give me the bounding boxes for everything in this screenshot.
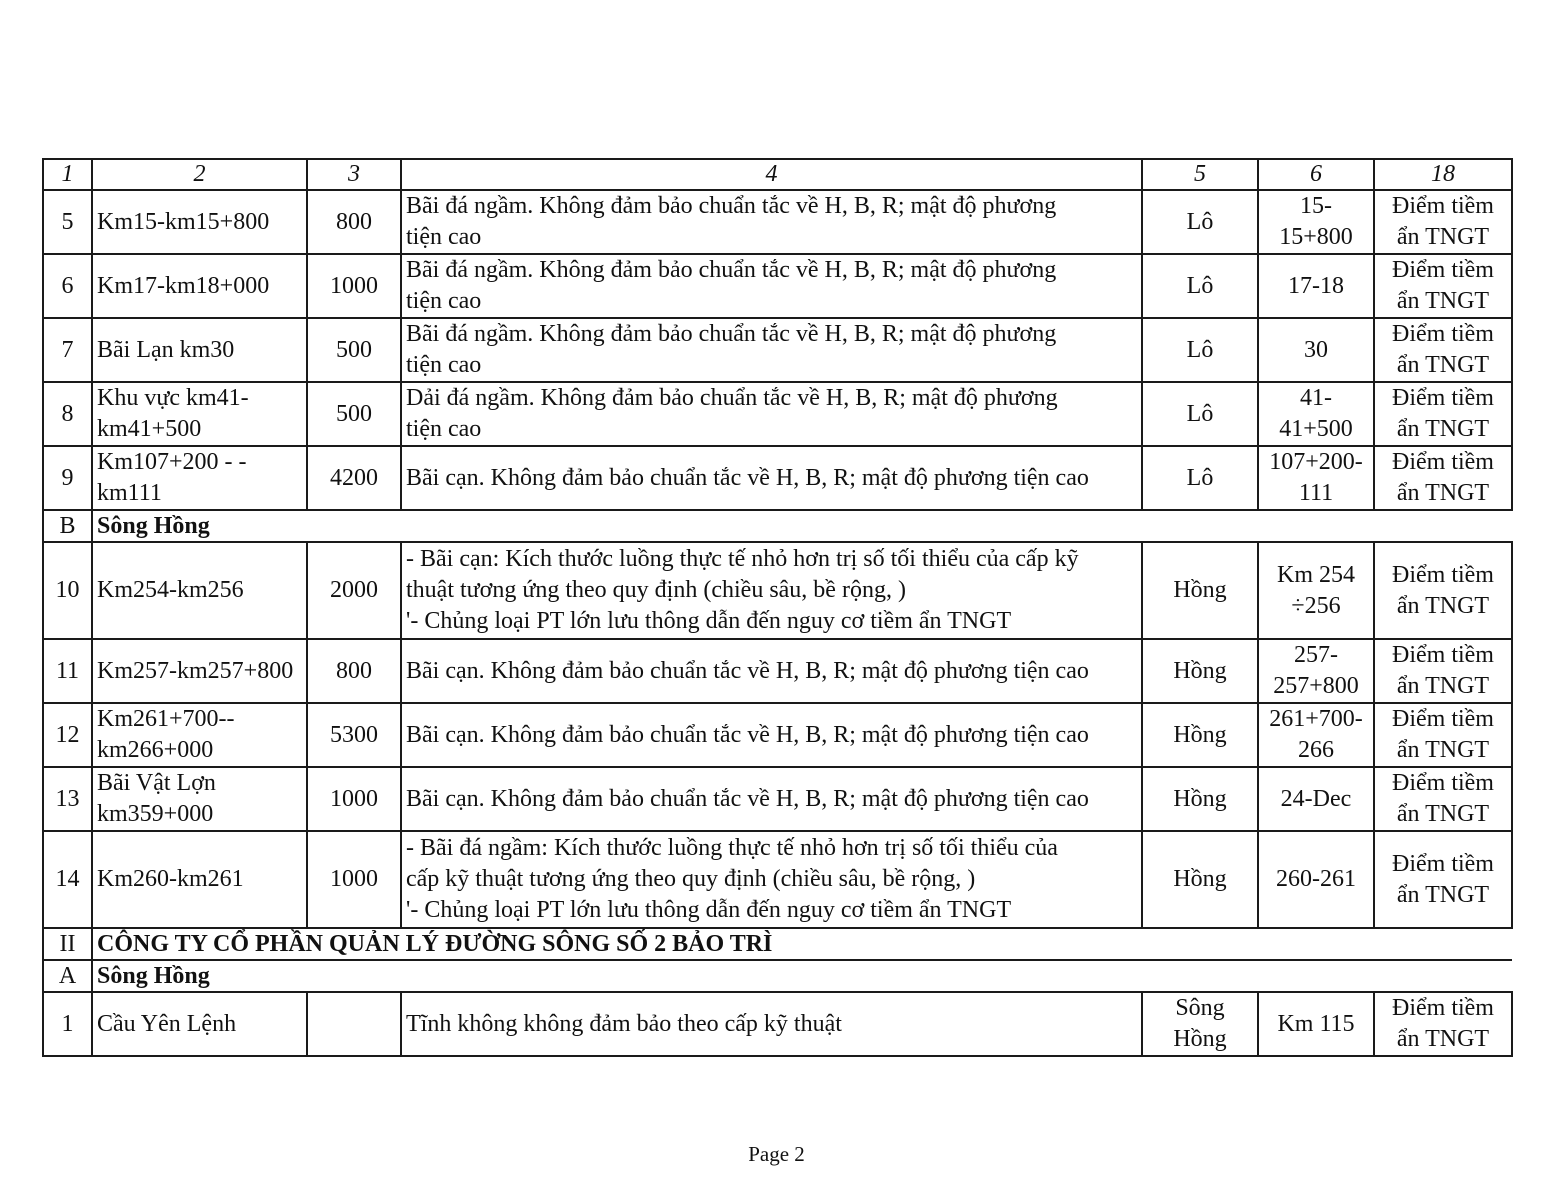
river-cell — [1142, 318, 1258, 382]
location-cell — [92, 703, 307, 767]
description-cell-line: '- Chủng loại PT lớn lưu thông dẫn đến nguy cơ tiềm ẩn TNGT — [406, 897, 1012, 923]
description-cell — [401, 190, 1142, 254]
river-cell-line: Lô — [1186, 464, 1214, 491]
table-row — [43, 190, 1512, 254]
location-cell-line: km359+000 — [97, 801, 214, 827]
row-number: 5 — [43, 190, 92, 254]
header-col-5: 5 — [1142, 159, 1258, 190]
river-cell — [1142, 831, 1258, 928]
description-cell — [401, 446, 1142, 510]
description-cell — [401, 831, 1142, 928]
location-cell — [92, 639, 307, 703]
river-cell-line: Hồng — [1173, 577, 1227, 603]
table-row — [43, 992, 1512, 1056]
description-cell-line: cấp kỹ thuật tương ứng theo quy định (chiều sâu, bề rộng, ) — [406, 866, 976, 892]
note-cell-line: ẩn TNGT — [1396, 224, 1490, 250]
length-cell: 1000 — [307, 767, 401, 831]
km-cell — [1258, 767, 1374, 831]
river-cell — [1142, 639, 1258, 703]
km-cell — [1258, 639, 1374, 703]
location-cell-line: km41+500 — [97, 416, 202, 442]
note-cell — [1374, 318, 1512, 382]
row-number: 12 — [43, 703, 92, 767]
km-cell — [1258, 254, 1374, 318]
km-cell-line: 41- — [1300, 385, 1332, 411]
km-cell — [1258, 703, 1374, 767]
location-cell-line: Bãi Lạn km30 — [97, 336, 235, 363]
note-cell-line: Điểm tiềm — [1392, 770, 1494, 796]
location-cell — [92, 992, 307, 1056]
row-number: 10 — [43, 542, 92, 639]
section-code: B — [43, 510, 92, 542]
row-number: 8 — [43, 382, 92, 446]
river-cell — [1142, 542, 1258, 639]
river-cell-line: Lô — [1186, 336, 1214, 363]
length-cell: 2000 — [307, 542, 401, 639]
header-col-4: 4 — [401, 159, 1142, 190]
location-cell — [92, 542, 307, 639]
note-cell — [1374, 639, 1512, 703]
table-row — [43, 767, 1512, 831]
location-cell-line: km111 — [97, 480, 162, 506]
note-cell-line: Điểm tiềm — [1392, 385, 1494, 411]
km-cell-line: 261+700- — [1269, 706, 1363, 732]
km-cell — [1258, 318, 1374, 382]
note-cell-line: ẩn TNGT — [1396, 592, 1490, 619]
length-cell: 1000 — [307, 831, 401, 928]
description-cell-line: Dải đá ngầm. Không đảm bảo chuẩn tắc về H, B, R; mật độ phương — [406, 385, 1058, 411]
km-cell — [1258, 382, 1374, 446]
km-cell — [1258, 992, 1374, 1056]
description-cell-line: Bãi đá ngầm. Không đảm bảo chuẩn tắc về H, B, R; mật độ phương — [406, 321, 1057, 347]
length-cell: 500 — [307, 318, 401, 382]
note-cell-line: Điểm tiềm — [1392, 706, 1494, 732]
length-cell: 500 — [307, 382, 401, 446]
km-cell-line: 257+800 — [1273, 673, 1359, 699]
km-cell-line: Km 254 — [1277, 561, 1355, 588]
km-cell-line: 266 — [1298, 737, 1334, 763]
description-cell — [401, 542, 1142, 639]
description-cell — [401, 767, 1142, 831]
table-row — [43, 382, 1512, 446]
location-cell-line: Km257-km257+800 — [97, 657, 294, 684]
river-cell — [1142, 767, 1258, 831]
note-cell-line: Điểm tiềm — [1392, 193, 1494, 219]
note-cell — [1374, 831, 1512, 928]
table-row — [43, 831, 1512, 928]
river-cell-line: Sông — [1175, 995, 1225, 1021]
location-cell-line: Khu vực km41- — [97, 385, 249, 411]
note-cell-line: ẩn TNGT — [1396, 480, 1490, 506]
location-cell — [92, 382, 307, 446]
header-col-3: 3 — [307, 159, 401, 190]
table-row — [43, 254, 1512, 318]
location-cell — [92, 190, 307, 254]
description-cell — [401, 382, 1142, 446]
note-cell-line: ẩn TNGT — [1396, 737, 1490, 763]
row-number: 14 — [43, 831, 92, 928]
row-number: 11 — [43, 639, 92, 703]
description-cell-line: tiện cao — [406, 416, 482, 442]
description-cell — [401, 254, 1142, 318]
section-code: II — [43, 928, 92, 960]
note-cell — [1374, 190, 1512, 254]
page-number: Page 2 — [748, 1142, 805, 1166]
length-cell: 5300 — [307, 703, 401, 767]
table-row — [43, 318, 1512, 382]
table-row — [43, 639, 1512, 703]
description-cell-line: thuật tương ứng theo quy định (chiều sâu, bề rộng, ) — [406, 577, 906, 603]
location-cell — [92, 831, 307, 928]
location-cell-line: Km261+700-- — [97, 706, 235, 732]
section-title: CÔNG TY CỔ PHẦN QUẢN LÝ ĐƯỜNG SÔNG SỐ 2 BẢO TRÌ — [92, 928, 1512, 960]
river-cell — [1142, 254, 1258, 318]
location-cell-line: Km17-km18+000 — [97, 272, 270, 299]
km-cell-line: 111 — [1298, 480, 1334, 506]
header-col-18: 18 — [1374, 159, 1512, 190]
note-cell-line: ẩn TNGT — [1396, 801, 1490, 827]
location-cell — [92, 318, 307, 382]
note-cell — [1374, 446, 1512, 510]
location-cell-line: km266+000 — [97, 737, 214, 763]
river-cell-line: Lô — [1186, 208, 1214, 235]
note-cell-line: Điểm tiềm — [1392, 257, 1494, 283]
river-cell — [1142, 190, 1258, 254]
table-body — [43, 159, 1512, 1056]
km-cell-line: 260-261 — [1276, 866, 1356, 892]
location-cell-line: Km107+200 - - — [97, 449, 247, 475]
km-cell-line: 15- — [1300, 193, 1332, 219]
section-row-ii — [43, 928, 1512, 960]
description-cell-line: tiện cao — [406, 288, 482, 314]
description-cell — [401, 992, 1142, 1056]
river-cell — [1142, 992, 1258, 1056]
km-cell — [1258, 446, 1374, 510]
description-cell-line: tiện cao — [406, 352, 482, 378]
note-cell-line: Điểm tiềm — [1392, 642, 1494, 668]
km-cell-line: 15+800 — [1279, 224, 1353, 250]
note-cell — [1374, 382, 1512, 446]
table-row — [43, 446, 1512, 510]
river-cell — [1142, 382, 1258, 446]
section-code: A — [43, 960, 92, 992]
description-cell-line: '- Chủng loại PT lớn lưu thông dẫn đến nguy cơ tiềm ẩn TNGT — [406, 608, 1012, 634]
river-cell-line: Hồng — [1173, 866, 1227, 892]
section-row-a — [43, 960, 1512, 992]
description-cell-line: tiện cao — [406, 224, 482, 250]
description-cell-line: Tĩnh không không đảm bảo theo cấp kỹ thuật — [406, 1010, 842, 1037]
description-cell-line: Bãi cạn. Không đảm bảo chuẩn tắc về H, B, R; mật độ phương tiện cao — [406, 721, 1089, 748]
river-cell — [1142, 446, 1258, 510]
description-cell-line: - Bãi cạn: Kích thước luồng thực tế nhỏ hơn trị số tối thiểu của cấp kỹ — [406, 546, 1079, 572]
note-cell-line: Điểm tiềm — [1392, 850, 1494, 877]
river-cell-line: Lô — [1186, 272, 1214, 299]
length-cell: 1000 — [307, 254, 401, 318]
location-cell-line: Km260-km261 — [97, 866, 244, 892]
note-cell-line: Điểm tiềm — [1392, 561, 1494, 588]
section-title: Sông Hồng — [92, 960, 1512, 992]
column-number-header-row — [43, 159, 1512, 190]
row-number: 1 — [43, 992, 92, 1056]
km-cell-line: 24-Dec — [1280, 785, 1352, 812]
km-cell-line: Km 115 — [1277, 1010, 1355, 1037]
location-cell-line: Cầu Yên Lệnh — [97, 1010, 237, 1037]
km-cell-line: 107+200- — [1269, 449, 1363, 475]
section-row-b — [43, 510, 1512, 542]
note-cell-line: ẩn TNGT — [1396, 1026, 1490, 1052]
location-cell — [92, 446, 307, 510]
note-cell — [1374, 542, 1512, 639]
location-cell-line: Km15-km15+800 — [97, 208, 270, 235]
header-col-2: 2 — [92, 159, 307, 190]
description-cell-line: Bãi đá ngầm. Không đảm bảo chuẩn tắc về H, B, R; mật độ phương — [406, 193, 1057, 219]
header-col-6: 6 — [1258, 159, 1374, 190]
length-cell — [307, 992, 401, 1056]
description-cell-line: Bãi cạn. Không đảm bảo chuẩn tắc về H, B, R; mật độ phương tiện cao — [406, 464, 1089, 491]
note-cell-line: ẩn TNGT — [1396, 352, 1490, 378]
note-cell — [1374, 703, 1512, 767]
hazard-points-table — [42, 158, 1513, 1057]
note-cell-line: ẩn TNGT — [1396, 416, 1490, 442]
row-number: 9 — [43, 446, 92, 510]
note-cell-line: ẩn TNGT — [1396, 881, 1490, 908]
note-cell — [1374, 254, 1512, 318]
km-cell-line: ÷256 — [1291, 592, 1341, 619]
section-title: Sông Hồng — [92, 510, 1512, 542]
description-cell — [401, 639, 1142, 703]
length-cell: 800 — [307, 639, 401, 703]
description-cell-line: Bãi cạn. Không đảm bảo chuẩn tắc về H, B, R; mật độ phương tiện cao — [406, 657, 1089, 684]
length-cell: 800 — [307, 190, 401, 254]
location-cell — [92, 767, 307, 831]
km-cell — [1258, 190, 1374, 254]
length-cell: 4200 — [307, 446, 401, 510]
table-row — [43, 703, 1512, 767]
note-cell — [1374, 767, 1512, 831]
km-cell-line: 17-18 — [1288, 272, 1344, 299]
table-row — [43, 542, 1512, 639]
location-cell-line: Bãi Vật Lợn — [97, 770, 216, 796]
river-cell — [1142, 703, 1258, 767]
description-cell — [401, 318, 1142, 382]
description-cell-line: - Bãi đá ngầm: Kích thước luồng thực tế nhỏ hơn trị số tối thiểu của — [406, 835, 1058, 861]
note-cell-line: Điểm tiềm — [1392, 995, 1494, 1021]
km-cell-line: 30 — [1304, 336, 1328, 363]
row-number: 7 — [43, 318, 92, 382]
description-cell-line: Bãi cạn. Không đảm bảo chuẩn tắc về H, B, R; mật độ phương tiện cao — [406, 785, 1089, 812]
km-cell — [1258, 542, 1374, 639]
description-cell-line: Bãi đá ngầm. Không đảm bảo chuẩn tắc về H, B, R; mật độ phương — [406, 257, 1057, 283]
description-cell — [401, 703, 1142, 767]
river-cell-line: Hồng — [1173, 721, 1227, 748]
river-cell-line: Lô — [1186, 400, 1214, 427]
location-cell-line: Km254-km256 — [97, 577, 244, 603]
note-cell-line: ẩn TNGT — [1396, 288, 1490, 314]
river-cell-line: Hồng — [1173, 785, 1227, 812]
km-cell-line: 257- — [1294, 642, 1338, 668]
header-col-1: 1 — [43, 159, 92, 190]
note-cell-line: Điểm tiềm — [1392, 321, 1494, 347]
river-cell-line: Hồng — [1173, 657, 1227, 684]
location-cell — [92, 254, 307, 318]
km-cell — [1258, 831, 1374, 928]
row-number: 6 — [43, 254, 92, 318]
note-cell-line: Điểm tiềm — [1392, 449, 1494, 475]
note-cell-line: ẩn TNGT — [1396, 673, 1490, 699]
row-number: 13 — [43, 767, 92, 831]
km-cell-line: 41+500 — [1279, 416, 1353, 442]
river-cell-line: Hồng — [1173, 1026, 1227, 1052]
note-cell — [1374, 992, 1512, 1056]
